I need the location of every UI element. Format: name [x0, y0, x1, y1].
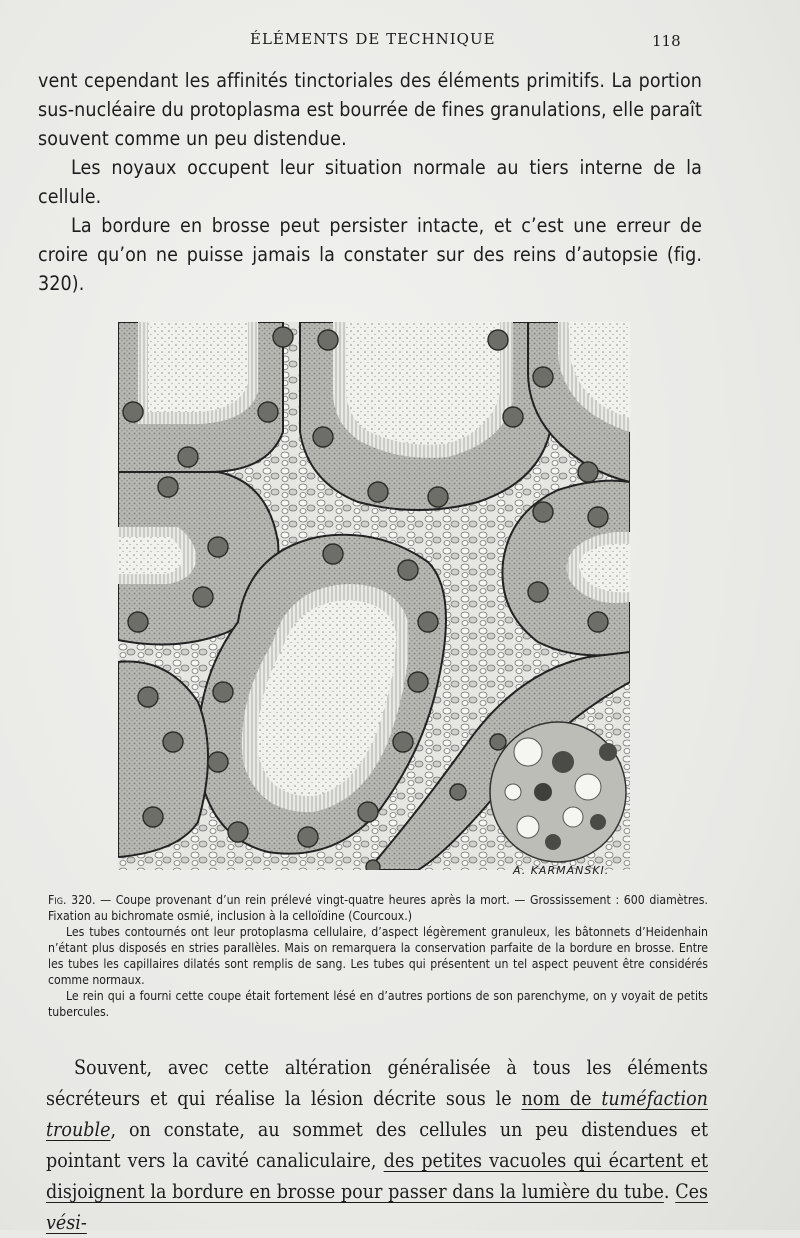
- caption-text: — Coupe provenant d’un rein prélevé vingt-quatre heures après la mort. — Grossissement : 600 diamètres. Fixation au bichromate osmié, inclusion à la celloïdine (Courcoux.): [48, 893, 709, 923]
- page-number: 118: [652, 32, 681, 50]
- caption-paragraph: Les tubes contournés ont leur protoplasma cellulaire, d’aspect légèrement granuleux, les bâtonnets d’Heidenhain n’étant plus disposés en stries parallèles. Mais on remarquera la conservation parfaite de la bordure en brosse. Entre les tubes les capillaires dilatés sont remplis de sang. Les tubes qui présentent un tel aspect peuvent être considérés comme normaux.: [48, 925, 708, 987]
- italic-term: tuméfaction trouble: [46, 1087, 708, 1141]
- text-run: Souvent, avec cette altération généralisée à tous les éléments sécréteurs et qui réalise la lésion décrite sous le: [46, 1056, 708, 1110]
- caption-paragraph: Le rein qui a fourni cette coupe était fortement lésé en d’autres portions de son parenchyme, on y voyait de petits tubercules.: [48, 989, 708, 1019]
- underlined-text: des petites vacuoles qui écartent et disjoignent la bordure en brosse pour passer dans la lumière du tube: [46, 1149, 708, 1203]
- figure-label: Fig. 320.: [48, 893, 96, 907]
- paragraph: vent cependant les affinités tinctoriales des éléments primitifs. La portion sus-nucléaire du protoplasma est bourrée de fines granulations, elle paraît souvent comme un peu distendue.: [38, 69, 702, 150]
- underlined-text: Ces: [675, 1180, 708, 1203]
- paragraph: Les noyaux occupent leur situation normale au tiers interne de la cellule.: [38, 156, 702, 208]
- text-run: , on constate, au sommet des cellules un peu distendues et pointant vers la cavité canaliculaire,: [46, 1118, 708, 1172]
- kidney-section-illustration: [118, 322, 630, 870]
- illustrator-signature: A. KARMANSKI.: [513, 864, 610, 877]
- continuation-text: [46, 1052, 708, 1238]
- body-text: [38, 66, 702, 298]
- text-run: .: [663, 1180, 676, 1203]
- text-run: nom de: [521, 1087, 602, 1110]
- italic-term: vési-: [46, 1211, 87, 1234]
- running-head: ÉLÉMENTS DE TECHNIQUE: [250, 30, 496, 48]
- figure-caption: [48, 892, 708, 1020]
- paragraph: La bordure en brosse peut persister intacte, et c’est une erreur de croire qu’on ne puisse jamais la constater sur des reins d’autopsie (fig. 320).: [38, 214, 702, 295]
